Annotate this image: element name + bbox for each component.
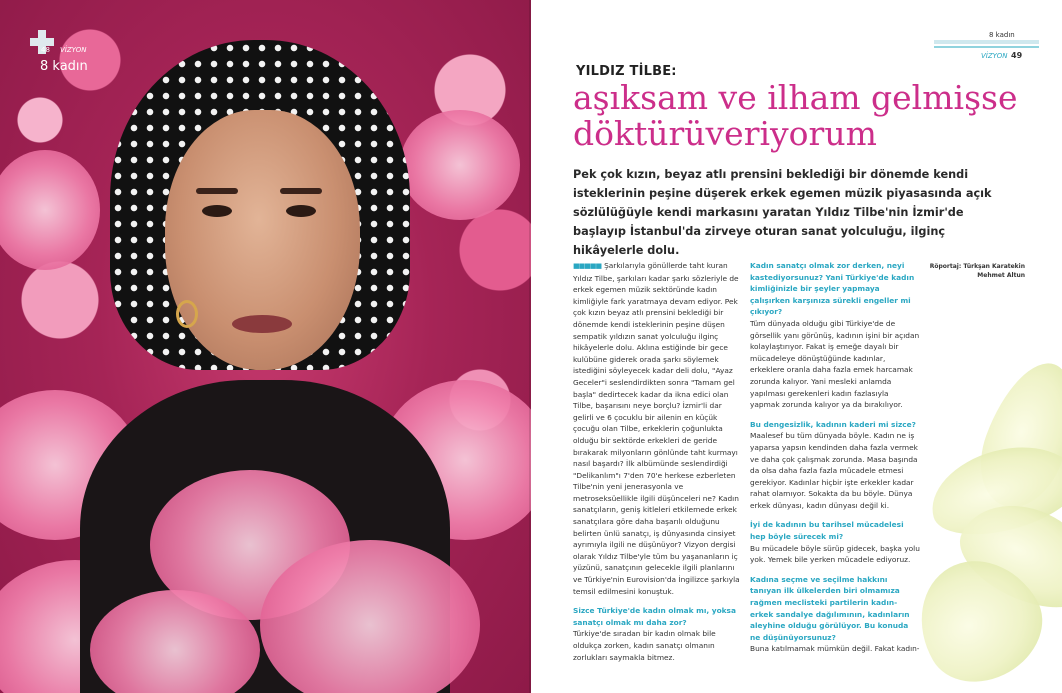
article-lede: Pek çok kızın, beyaz atlı prensini beklediği bir dönemde kendi isteklerinin peşine düşerek erkek egemen müzik piyasasında açık sözlülüğüyle kendi markasını yaratan Yıldız Tilbe'nin İzmir'de başlayıp İstanbul'da zirveye oturan sanat yolculuğu, ilginç hikâyelerle dolu. (573, 168, 992, 257)
column-paragraph: Maalesef bu tüm dünyada böyle. Kadın ne iş yaparsa yapsın kendinden daha fazla vermek ve daha çok çalışmak zorunda. Masa başında da olsa daha fazla fazla mücadele etmesi gerekiyor. Kadınlar hiçbir işte erkekler kadar rahat olamıyor. Sokakta da bu böyle. Dünya erkek dünyası, kadın dünyası değil ki. (750, 431, 918, 510)
column-paragraph: Bu mücadele böyle sürüp gidecek, başka yolu yok. Yemek bile yerken mücadele ediyoruz. (750, 543, 920, 565)
article-credit (925, 262, 1025, 280)
left-page-number: 48 (41, 46, 50, 54)
article-column-1 (573, 260, 743, 663)
right-page-number: 49 (1011, 51, 1023, 60)
column-paragraph (573, 260, 743, 597)
left-vizyon-label: VİZYON (60, 46, 87, 54)
portrait-brow (280, 188, 322, 194)
column-paragraph: Buna katılmamak mümkün değil. Fakat kadın- (750, 644, 920, 654)
column-paragraph: Türkiye'de sıradan bir kadın olmak bile oldukça zorken, kadın sanatçı olmanın zorlukları saymakla bitmez. (573, 629, 716, 662)
portrait-earring (176, 300, 198, 328)
portrait-mouth (232, 315, 292, 333)
column-question: İyi de kadının bu tarihsel mücadelesi hep böyle sürecek mi? (750, 520, 904, 542)
paragraph-text: Şarkılarıyla gönüllerde taht kuran Yıldız Tilbe, şarkıları kadar şarkı sözleriyle de erkek egemen müzik sektöründe kadın kimliğiyle fark yaratmaya devam ediyor. Pek çok kızın beyaz atlı prensini beklediği bir dönemde kendi isteklerinin peşine düşen sempatik yıldızın sanat yolculuğu ilginç hikâyelerle dolu. Aklına estiğinde bir gece kulübüne giderek orada şarkı söylemek istediğini söyleyecek kadar deli dolu, "Ayaz Geceler"i seslendirdikten sonra "Tamam gel başla" dedirtecek kadar da ikna edici olan Tilbe, başarısını neye borçlu? İzmir'li dar gelirli ve 6 çocuklu bir ailenin en küçük çocuğu olan Tilbe, erkeklerin çoğunlukta olduğu bir sektörde erkekleri de geride bırakarak milyonların gönlünde taht kurmayı nasıl başardı? İlk albümünde seslendirdiği "Delikanlım"ı 7'den 70'e herkese ezberleten Tilbe'nin yeni jenerasyonla ve metroseksüellikle ilgili düşünceleri ne? Kadın sanatçıların, geniş kitleleri etkilemede erkek sanatçılara göre daha başarılı olduğunu belirten ünlü sanatçı, iş dünyasında cinsiyet ayrımıyla ilgili ne düşünüyor? Vizyon dergisi olarak Yıldız Tilbe'yle tüm bu yaşananların iç yüzünü, sanatçının gelecekle ilgili planlarını ve Türkiye'nin Eurovision'da İngilizce şarkıyla temsil edilmesini konuştuk. (573, 261, 740, 596)
article-page (531, 0, 1062, 693)
article-headline: aşıksam ve ilham gelmişse döktürüveriyorum (573, 78, 1018, 153)
credit-photographer: Mehmet Altun (977, 272, 1025, 279)
header-rule (934, 46, 1039, 48)
column-question: Bu dengesizlik, kadının kaderi mi sizce? (750, 419, 916, 429)
column-question: Kadına seçme ve seçilme hakkını tanıyan ilk ülkelerden biri olmamıza rağmen meclisteki partilerin kadın-erkek sandalye dağılımının, kadınların aleyhine olduğu görülüyor. Bu konuda ne düşünüyorsunuz? (750, 574, 910, 642)
left-section-title: 8 kadın (40, 59, 88, 74)
paragraph-start-icon: ■■■■■ (573, 262, 602, 270)
portrait-brow (196, 188, 238, 194)
flower-decoration (400, 110, 520, 220)
flower-decoration (0, 150, 100, 270)
header-rule (934, 40, 1039, 44)
column-question: Sizce Türkiye'de kadın olmak mı, yoksa sanatçı olmak mı daha zor? (573, 606, 736, 627)
portrait-eye (202, 205, 232, 217)
right-vizyon-label: VİZYON (981, 52, 1008, 60)
article-column-2 (750, 260, 920, 655)
portrait-eye (286, 205, 316, 217)
article-kicker: YILDIZ TİLBE: (576, 64, 677, 79)
column-paragraph: Tüm dünyada olduğu gibi Türkiye'de de görsellik yanı görünüş, kadının işini bir açıdan kolaylaştırıyor. Fakat iş emeğe dayalı bir mücadeleye dönüştüğünde kadınlar, erkeklere oranla daha fazla emek harcamak zorunda kalıyor. Yani mesleki anlamda yapılması gerekenleri kadın fazlasıyla yapmak zorunda kalıyor ya da bırakılıyor. (750, 318, 920, 410)
credit-interviewer: Röportaj: Türkşan Karatekin (929, 263, 1025, 270)
lily-flower-decoration (929, 360, 1062, 693)
right-section-title: 8 kadın (989, 31, 1015, 39)
column-question: Kadın sanatçı olmak zor derken, neyi kastediyorsunuz? Yani Türkiye'de kadın kimliğinizle bir şeyler yapmaya çalışırken karşınıza sürekli engeller mi çıkıyor? (750, 261, 915, 317)
